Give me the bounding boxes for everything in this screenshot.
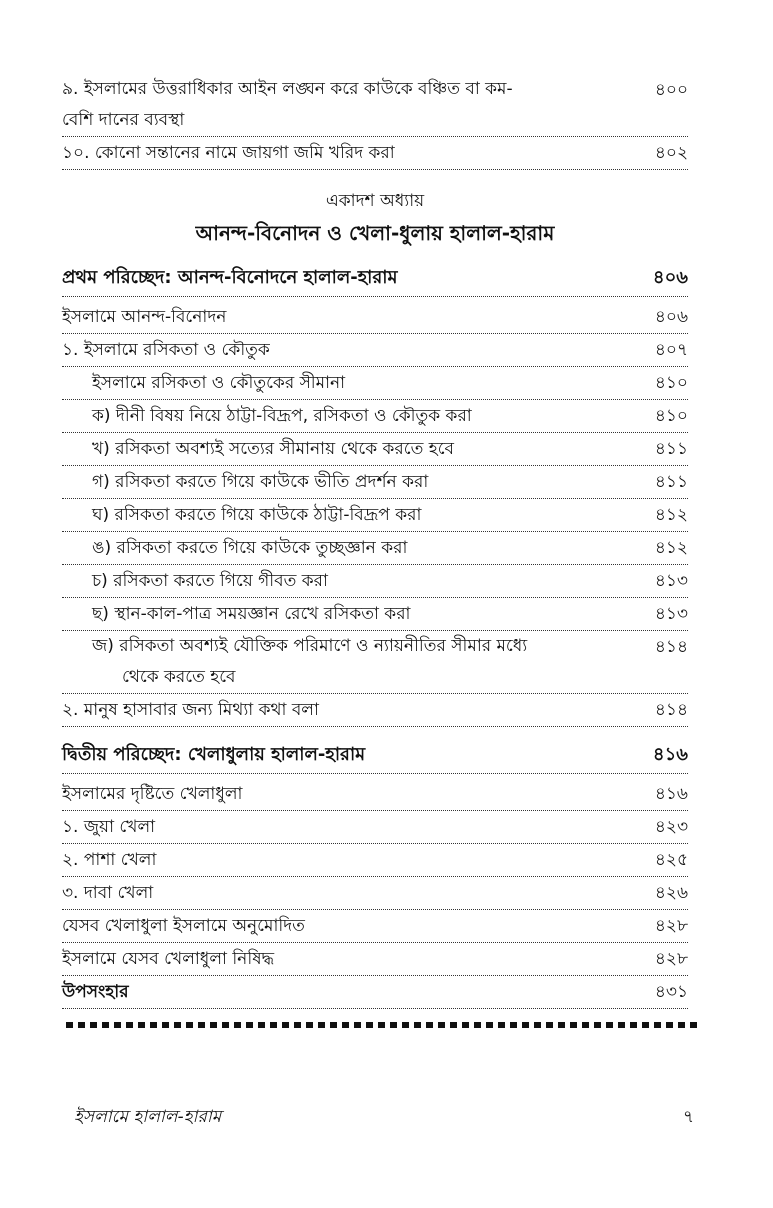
toc-entry-title: ১০. কোনো সন্তানের নামে জায়গা জমি খরিদ করা <box>62 143 395 163</box>
toc-entry-title <box>62 631 644 693</box>
toc-page-number: ৪০৬ <box>652 267 688 288</box>
toc-section-row[interactable] <box>62 260 688 297</box>
toc-page-number: ৪১০ <box>654 406 688 426</box>
toc-entry-title: ক) দীনী বিষয় নিয়ে ঠাট্টা-বিদ্রূপ, রসিকতা ও কৌতুক করা <box>92 406 472 426</box>
toc-row[interactable] <box>62 694 688 727</box>
table-of-contents <box>62 74 688 1009</box>
toc-entry-title-line2: বেশি দানের ব্যবস্থা <box>62 110 185 130</box>
toc-entry-title: ১. জুয়া খেলা <box>62 817 156 837</box>
toc-row[interactable] <box>62 778 688 811</box>
toc-row[interactable] <box>62 433 688 466</box>
toc-page-number: ৪১১ <box>654 439 688 459</box>
running-title: ইসলামে হালাল-হারাম <box>74 1107 222 1127</box>
toc-page-number: ৪১৩ <box>654 571 688 591</box>
toc-row[interactable] <box>62 943 688 976</box>
toc-row[interactable] <box>62 811 688 844</box>
section-title: দ্বিতীয় পরিচ্ছেদ: খেলাধুলায় হালাল-হারাম <box>62 744 366 765</box>
page-number: ৭ <box>682 1107 694 1127</box>
toc-row[interactable] <box>62 844 688 877</box>
toc-page-number: ৪১৪ <box>654 637 688 657</box>
toc-row[interactable] <box>62 466 688 499</box>
toc-entry-title <box>62 74 644 136</box>
toc-entry-title: ২. মানুষ হাসাবার জন্য মিথ্যা কথা বলা <box>62 700 319 720</box>
toc-row[interactable] <box>62 301 688 334</box>
toc-page-number: ৪১৪ <box>654 700 688 720</box>
toc-row[interactable] <box>62 367 688 400</box>
toc-page-number: ৪০২ <box>654 143 688 163</box>
toc-page-number: ৪২৫ <box>654 850 688 870</box>
toc-page-number: ৪০৭ <box>654 340 688 360</box>
toc-entry-title-line2: থেকে করতে হবে <box>122 667 236 687</box>
toc-page-number: ৪২৮ <box>654 949 688 969</box>
toc-entry-title: চ) রসিকতা করতে গিয়ে গীবত করা <box>92 571 328 591</box>
toc-entry-title: ইসলামের দৃষ্টিতে খেলাধুলা <box>62 784 243 804</box>
toc-page-number: ৪১৩ <box>654 604 688 624</box>
toc-entry-title-line1: ৯. ইসলামের উত্তরাধিকার আইন লঙ্ঘন করে কাউকে বঞ্চিত বা কম- <box>62 79 513 99</box>
toc-row[interactable] <box>62 499 688 532</box>
toc-row[interactable] <box>62 631 688 694</box>
toc-page-number: ৪১৬ <box>654 784 688 804</box>
toc-entry-title: ইসলামে রসিকতা ও কৌতুকের সীমানা <box>92 373 346 393</box>
toc-page-number: ৪২৬ <box>654 883 688 903</box>
toc-page-number: ৪১০ <box>654 373 688 393</box>
toc-row[interactable] <box>62 334 688 367</box>
section-divider <box>66 1022 702 1028</box>
toc-page-number: ৪২৮ <box>654 916 688 936</box>
chapter-heading: আনন্দ-বিনোদন ও খেলা-ধুলায় হালাল-হারাম <box>195 221 555 245</box>
toc-entry-title: ইসলামে আনন্দ-বিনোদন <box>62 307 227 327</box>
toc-entry-title: ১. ইসলামে রসিকতা ও কৌতুক <box>62 340 270 360</box>
toc-entry-title: ঘ) রসিকতা করতে গিয়ে কাউকে ঠাট্টা-বিদ্রূপ করা <box>92 505 422 525</box>
toc-entry-title: ৩. দাবা খেলা <box>62 883 154 903</box>
toc-row[interactable] <box>62 877 688 910</box>
toc-entry-title: গ) রসিকতা করতে গিয়ে কাউকে ভীতি প্রদর্শন করা <box>92 472 429 492</box>
toc-row[interactable] <box>62 976 688 1009</box>
toc-page-number: ৪১২ <box>654 505 688 525</box>
toc-row[interactable] <box>62 532 688 565</box>
toc-entry-title: ছ) স্থান-কাল-পাত্র সময়জ্ঞান রেখে রসিকতা করা <box>92 604 411 624</box>
toc-page-number: ৪১৬ <box>652 744 688 765</box>
toc-page-number: ৪১১ <box>654 472 688 492</box>
toc-page-number: ৪০০ <box>654 80 688 100</box>
toc-row[interactable] <box>62 565 688 598</box>
toc-section-row[interactable] <box>62 737 688 774</box>
toc-entry-title-line1: জ) রসিকতা অবশ্যই যৌক্তিক পরিমাণে ও ন্যায়নীতির সীমার মধ্যে <box>92 636 528 656</box>
toc-entry-title: ইসলামে যেসব খেলাধুলা নিষিদ্ধ <box>62 949 275 969</box>
toc-entry-title: ২. পাশা খেলা <box>62 850 157 870</box>
toc-page-number: ৪২৩ <box>654 817 688 837</box>
page-footer <box>74 1104 694 1132</box>
toc-row[interactable] <box>62 137 688 170</box>
chapter-header <box>62 186 688 250</box>
toc-page-number: ৪৩১ <box>654 982 688 1002</box>
toc-entry-title: উপসংহার <box>62 982 129 1002</box>
toc-page-number: ৪১২ <box>654 538 688 558</box>
toc-row[interactable] <box>62 74 688 137</box>
toc-row[interactable] <box>62 910 688 943</box>
toc-entry-title: যেসব খেলাধুলা ইসলামে অনুমোদিত <box>62 916 305 936</box>
toc-page-number: ৪০৬ <box>654 307 688 327</box>
toc-entry-title: ঙ) রসিকতা করতে গিয়ে কাউকে তুচ্ছজ্ঞান করা <box>92 538 408 558</box>
toc-row[interactable] <box>62 400 688 433</box>
section-title: প্রথম পরিচ্ছেদ: আনন্দ-বিনোদনে হালাল-হারাম <box>62 267 398 288</box>
toc-row[interactable] <box>62 598 688 631</box>
toc-entry-title: খ) রসিকতা অবশ্যই সত্যের সীমানায় থেকে করতে হবে <box>92 439 454 459</box>
chapter-label: একাদশ অধ্যায় <box>325 191 425 211</box>
